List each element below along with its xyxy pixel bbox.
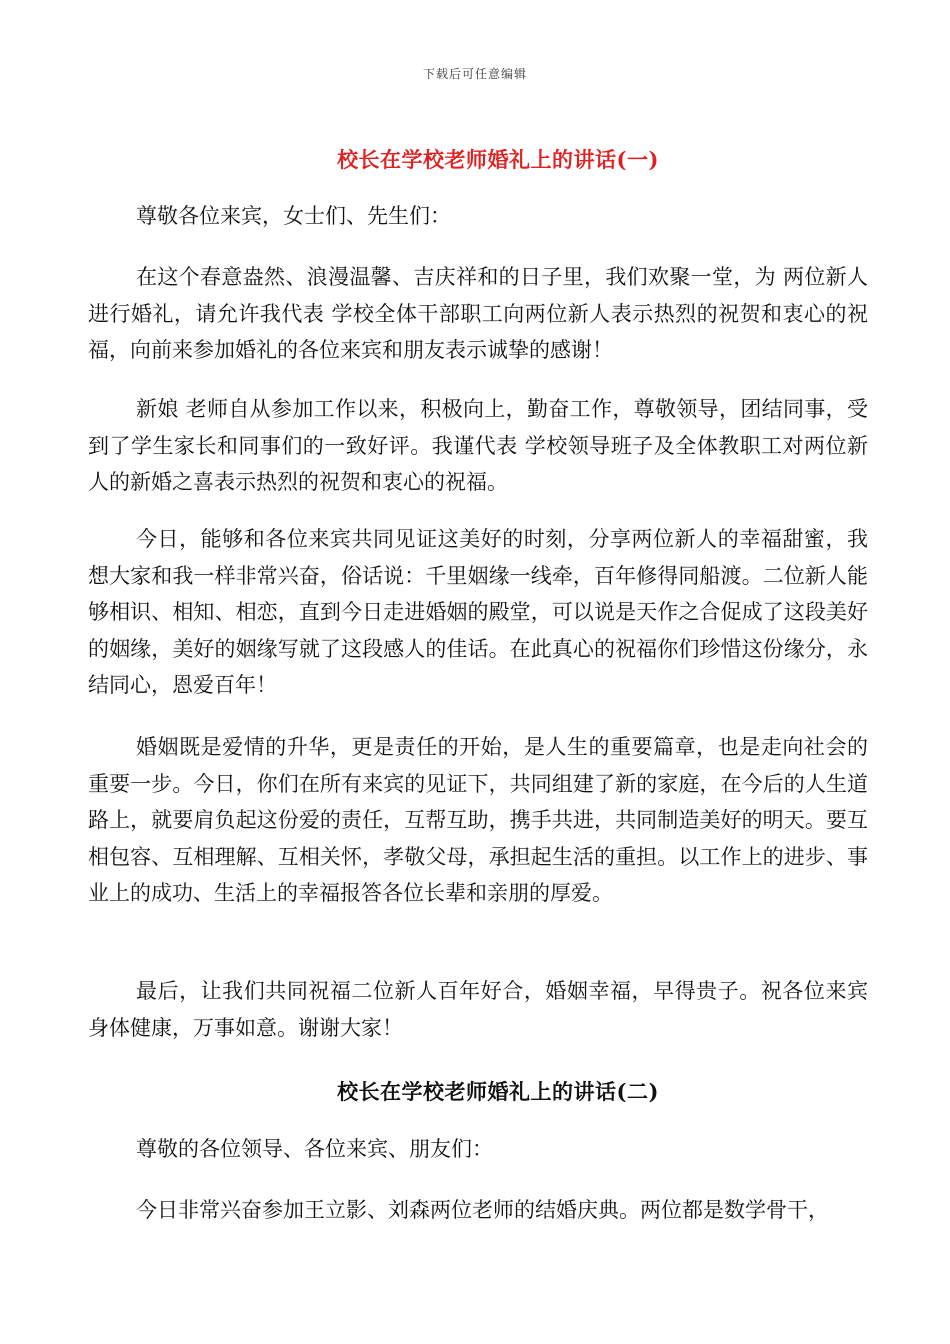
speech-1-paragraph: 新娘 老师自从参加工作以来，积极向上，勤奋工作，尊敬领导，团结同事，受到了学生家长和同事们的一致好评。我谨代表 学校领导班子及全体教职工对两位新人的新婚之喜表示热烈的祝贺和衷心的祝福。 — [88, 397, 868, 494]
page-header: 下载后可任意编辑 — [422, 67, 527, 81]
speech-1-title: 校长在学校老师婚礼上的讲话(一) — [337, 147, 659, 172]
speech-2-title: 校长在学校老师婚礼上的讲话(二) — [337, 1079, 659, 1104]
speech-1-paragraph: 最后，让我们共同祝福二位新人百年好合，婚姻幸福，早得贵子。祝各位来宾身体健康，万事如意。谢谢大家！ — [88, 979, 868, 1040]
speech-1-paragraph: 今日，能够和各位来宾共同见证这美好的时刻，分享两位新人的幸福甜蜜，我想大家和我一样非常兴奋，俗话说：千里姻缘一线牵，百年修得同船渡。二位新人能够相识、相知、相恋，直到今日走进婚姻的殿堂，可以说是天作之合促成了这段美好的姻缘，美好的姻缘写就了这段感人的佳话。在此真心的祝福你们珍惜这份缘分，永结同心，恩爱百年！ — [88, 527, 868, 697]
speech-1-paragraph: 在这个春意盎然、浪漫温馨、吉庆祥和的日子里，我们欢聚一堂，为 两位新人进行婚礼，请允许我代表 学校全体干部职工向两位新人表示热烈的祝贺和衷心的祝福，向前来参加婚礼的各位来宾和朋友表示诚挚的感谢！ — [88, 265, 868, 362]
speech-2-paragraph: 今日非常兴奋参加王立影、刘森两位老师的结婚庆典。两位都是数学骨干， — [136, 1198, 829, 1222]
speech-1-greeting: 尊敬各位来宾，女士们、先生们： — [136, 204, 451, 228]
speech-1-paragraph: 婚姻既是爱情的升华，更是责任的开始，是人生的重要篇章，也是走向社会的重要一步。今日，你们在所有来宾的见证下，共同组建了新的家庭，在今后的人生道路上，就要肩负起这份爱的责任，互帮互助，携手共进，共同制造美好的明天。要互相包容、互相理解、互相关怀，孝敬父母，承担起生活的重担。以工作上的进步、事业上的成功、生活上的幸福报答各位长辈和亲朋的厚爱。 — [88, 735, 868, 905]
speech-2-greeting: 尊敬的各位领导、各位来宾、朋友们： — [136, 1137, 493, 1161]
